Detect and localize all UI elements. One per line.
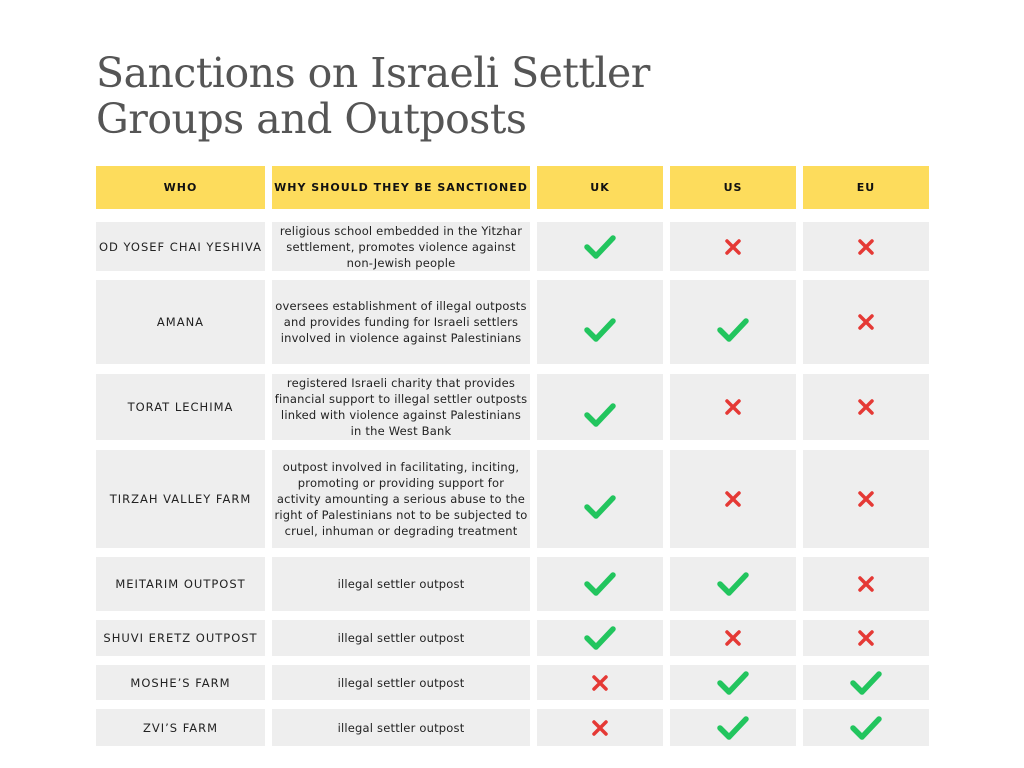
cross-icon bbox=[724, 238, 742, 256]
check-icon bbox=[849, 714, 883, 742]
cross-icon bbox=[857, 398, 875, 416]
uk-status-cell bbox=[537, 450, 663, 548]
reason-cell: religious school embedded in the Yitzhar settlement, promotes violence against non-Jewish people bbox=[272, 222, 530, 271]
check-icon bbox=[583, 233, 617, 261]
cross-icon bbox=[591, 719, 609, 737]
who-cell: TORAT LECHIMA bbox=[96, 374, 265, 440]
check-icon bbox=[583, 493, 617, 521]
who-cell: MEITARIM OUTPOST bbox=[96, 557, 265, 611]
cross-icon bbox=[724, 490, 742, 508]
reason-cell: illegal settler outpost bbox=[272, 557, 530, 611]
reason-cell: oversees establishment of illegal outposts and provides funding for Israeli settlers involved in violence against Palestinians bbox=[272, 280, 530, 364]
check-icon bbox=[716, 714, 750, 742]
reason-cell: registered Israeli charity that provides financial support to illegal settler outposts linked with violence against Palestinians in the West Bank bbox=[272, 374, 530, 440]
check-icon bbox=[583, 570, 617, 598]
cross-icon bbox=[591, 674, 609, 692]
check-icon bbox=[583, 401, 617, 429]
uk-status-cell bbox=[537, 374, 663, 440]
check-icon bbox=[849, 669, 883, 697]
eu-status-cell bbox=[803, 450, 929, 548]
eu-status-cell bbox=[803, 280, 929, 364]
check-icon bbox=[716, 316, 750, 344]
who-cell: AMANA bbox=[96, 280, 265, 364]
us-status-cell bbox=[670, 280, 796, 364]
check-icon bbox=[583, 624, 617, 652]
eu-status-cell bbox=[803, 709, 929, 746]
reason-cell: illegal settler outpost bbox=[272, 709, 530, 746]
us-status-cell bbox=[670, 665, 796, 700]
who-cell: SHUVI ERETZ OUTPOST bbox=[96, 620, 265, 656]
cross-icon bbox=[857, 629, 875, 647]
eu-status-cell bbox=[803, 665, 929, 700]
cross-icon bbox=[857, 238, 875, 256]
us-status-cell bbox=[670, 222, 796, 271]
cross-icon bbox=[724, 629, 742, 647]
us-status-cell bbox=[670, 557, 796, 611]
us-status-cell bbox=[670, 374, 796, 440]
page-title bbox=[96, 50, 696, 142]
cross-icon bbox=[724, 398, 742, 416]
eu-status-cell bbox=[803, 557, 929, 611]
cross-icon bbox=[857, 313, 875, 331]
title-line-2: Groups and Outposts bbox=[96, 95, 527, 143]
uk-status-cell bbox=[537, 620, 663, 656]
title-line-1: Sanctions on Israeli Settler bbox=[96, 49, 650, 97]
eu-status-cell bbox=[803, 222, 929, 271]
header-eu: EU bbox=[803, 166, 929, 209]
eu-status-cell bbox=[803, 620, 929, 656]
reason-cell: illegal settler outpost bbox=[272, 620, 530, 656]
who-cell: TIRZAH VALLEY FARM bbox=[96, 450, 265, 548]
uk-status-cell bbox=[537, 222, 663, 271]
eu-status-cell bbox=[803, 374, 929, 440]
cross-icon bbox=[857, 575, 875, 593]
us-status-cell bbox=[670, 450, 796, 548]
header-who: WHO bbox=[96, 166, 265, 209]
us-status-cell bbox=[670, 709, 796, 746]
who-cell: OD YOSEF CHAI YESHIVA bbox=[96, 222, 265, 271]
check-icon bbox=[583, 316, 617, 344]
uk-status-cell bbox=[537, 709, 663, 746]
header-uk: UK bbox=[537, 166, 663, 209]
check-icon bbox=[716, 570, 750, 598]
reason-cell: outpost involved in facilitating, inciting, promoting or providing support for activity amounting a serious abuse to the right of Palestinians not to be subjected to cruel, inhuman or degrading treatment bbox=[272, 450, 530, 548]
who-cell: ZVI’S FARM bbox=[96, 709, 265, 746]
uk-status-cell bbox=[537, 665, 663, 700]
header-why: WHY SHOULD THEY BE SANCTIONED bbox=[272, 166, 530, 209]
who-cell: MOSHE’S FARM bbox=[96, 665, 265, 700]
uk-status-cell bbox=[537, 280, 663, 364]
us-status-cell bbox=[670, 620, 796, 656]
header-us: US bbox=[670, 166, 796, 209]
reason-cell: illegal settler outpost bbox=[272, 665, 530, 700]
uk-status-cell bbox=[537, 557, 663, 611]
cross-icon bbox=[857, 490, 875, 508]
check-icon bbox=[716, 669, 750, 697]
